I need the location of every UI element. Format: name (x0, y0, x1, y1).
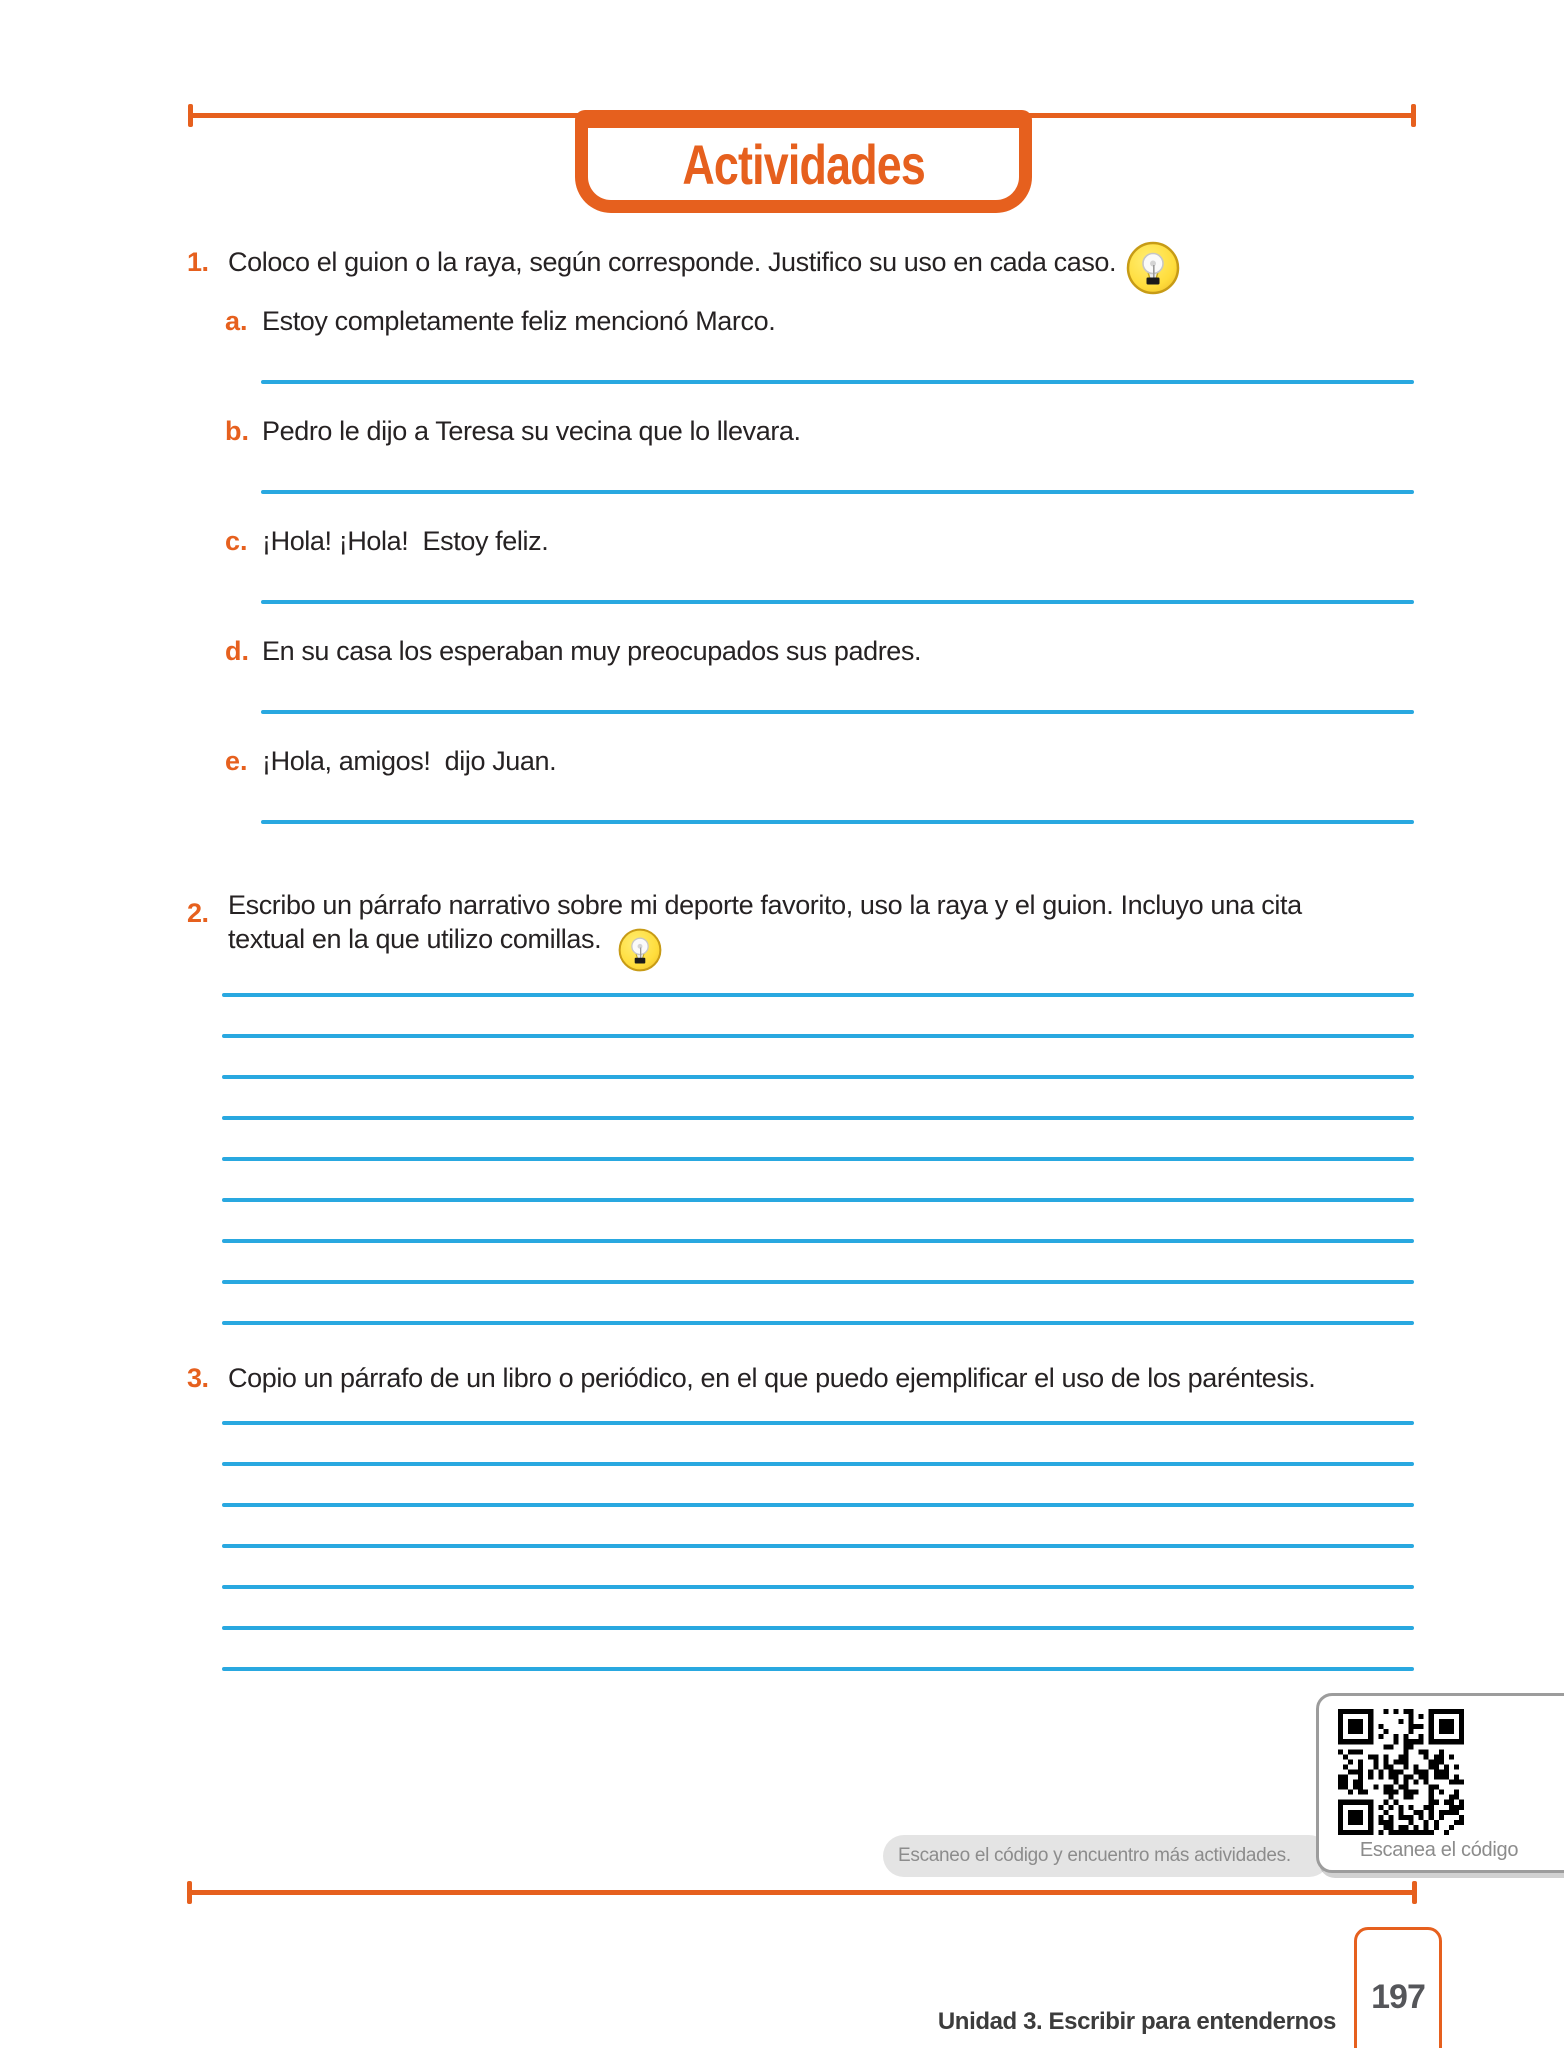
qr-card (1316, 1693, 1564, 1873)
exercise-2-prompt-line2: textual en la que utilizo comillas. (228, 924, 602, 954)
writing-line[interactable] (222, 1075, 1414, 1079)
ex2-writing-lines (222, 993, 1414, 1362)
answer-line[interactable] (261, 710, 1414, 714)
exercise-3-heading (187, 1361, 1315, 1395)
page-number-box (1354, 1927, 1442, 2048)
writing-line[interactable] (222, 1667, 1414, 1671)
bottom-rule-right-tick (1412, 1881, 1417, 1904)
bottom-rule (189, 1890, 1416, 1895)
list-item-e (225, 746, 556, 777)
item-a-text: Estoy completamente feliz mencionó Marco. (262, 306, 776, 336)
list-item-a (225, 306, 775, 337)
list-item-b (225, 416, 801, 447)
item-d-letter: d. (225, 636, 249, 666)
writing-line[interactable] (222, 1034, 1414, 1038)
answer-line[interactable] (261, 380, 1414, 384)
writing-line[interactable] (222, 1421, 1414, 1425)
exercise-1-prompt: Coloco el guion o la raya, según corresponde. Justifico su uso en cada caso. (228, 247, 1117, 277)
item-e-letter: e. (225, 746, 248, 776)
writing-line[interactable] (222, 1116, 1414, 1120)
lightbulb-icon (618, 928, 662, 972)
exercise-1-heading (187, 245, 1180, 299)
answer-line[interactable] (261, 490, 1414, 494)
writing-line[interactable] (222, 1503, 1414, 1507)
exercise-1-number: 1. (187, 247, 209, 277)
exercise-3-prompt: Copio un párrafo de un libro o periódico, en el que puedo ejemplificar el uso de los paréntesis. (228, 1363, 1316, 1393)
answer-line[interactable] (261, 820, 1414, 824)
writing-line[interactable] (222, 993, 1414, 997)
writing-line[interactable] (222, 1280, 1414, 1284)
item-c-text: ¡Hola! ¡Hola! Estoy feliz. (262, 526, 549, 556)
exercise-2-prompt-line1: Escribo un párrafo narrativo sobre mi deporte favorito, uso la raya y el guion. Incluyo una cita (228, 890, 1302, 920)
writing-line[interactable] (222, 1462, 1414, 1466)
writing-line[interactable] (222, 1321, 1414, 1325)
writing-line[interactable] (222, 1585, 1414, 1589)
page-number: 197 (1371, 1978, 1425, 2016)
scan-instruction-pill (883, 1835, 1330, 1877)
qr-code (1335, 1709, 1467, 1835)
writing-line[interactable] (222, 1239, 1414, 1243)
page-title: Actividades (682, 132, 925, 196)
item-e-text: ¡Hola, amigos! dijo Juan. (262, 746, 557, 776)
section-badge (575, 110, 1032, 213)
bottom-rule-left-tick (187, 1881, 192, 1904)
item-a-letter: a. (225, 306, 248, 336)
exercise-2-heading (187, 888, 1302, 960)
writing-line[interactable] (222, 1544, 1414, 1548)
unit-footer-label: Unidad 3. Escribir para entendernos (937, 2008, 1336, 2035)
list-item-d (225, 636, 921, 667)
answer-line[interactable] (261, 600, 1414, 604)
exercise-2-number: 2. (187, 898, 209, 928)
item-d-text: En su casa los esperaban muy preocupados sus padres. (262, 636, 922, 666)
item-c-letter: c. (225, 526, 248, 556)
ex3-writing-lines (222, 1421, 1414, 1708)
top-rule-left-tick (188, 104, 193, 127)
list-item-c (225, 526, 548, 557)
scan-instruction-text: Escaneo el código y encuentro más actividades. (898, 1845, 1291, 1866)
exercise-3-number: 3. (187, 1363, 209, 1393)
writing-line[interactable] (222, 1626, 1414, 1630)
item-b-text: Pedro le dijo a Teresa su vecina que lo llevara. (262, 416, 801, 446)
writing-line[interactable] (222, 1157, 1414, 1161)
top-rule-right-tick (1411, 104, 1416, 127)
lightbulb-icon (1126, 241, 1180, 295)
writing-line[interactable] (222, 1198, 1414, 1202)
item-b-letter: b. (225, 416, 249, 446)
qr-card-label: Escanea el código (1359, 1839, 1519, 1861)
